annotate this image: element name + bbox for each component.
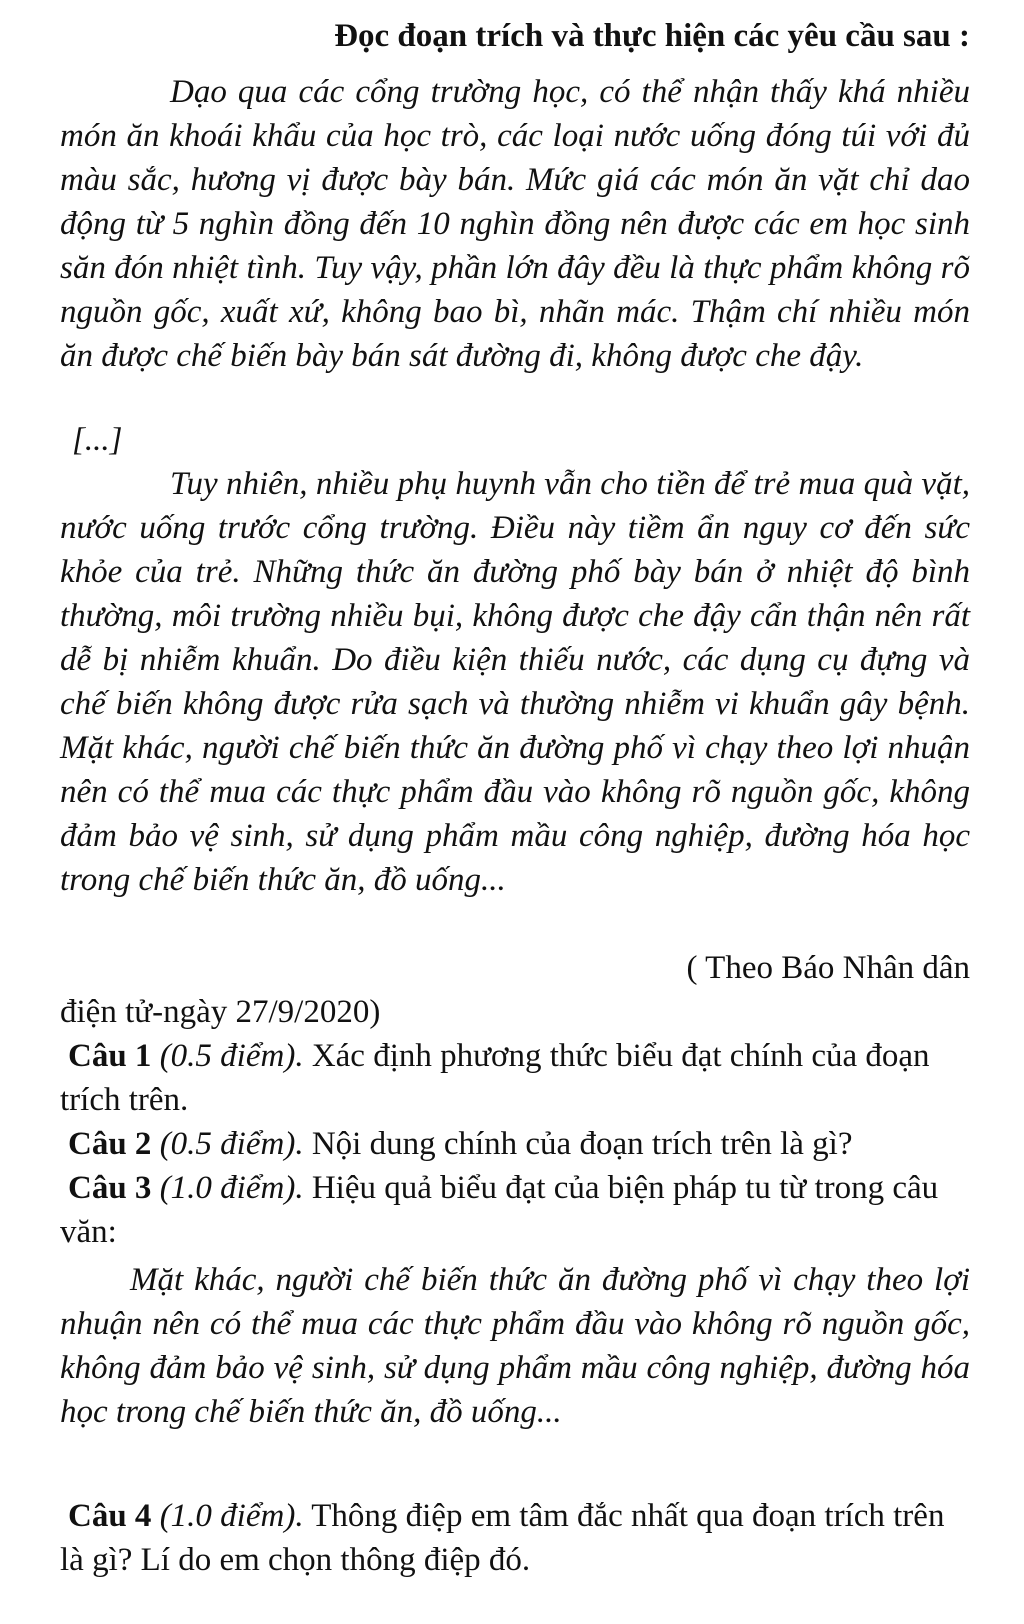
question-points: (0.5 điểm).: [159, 1038, 304, 1074]
questions-section: [60, 1034, 970, 1254]
omission-mark: [...]: [72, 422, 123, 458]
question-text: Hiệu quả biểu đạt của biện pháp tu từ trong câu văn:: [60, 1170, 939, 1250]
question-1: [60, 1034, 970, 1122]
question-label: Câu 1: [68, 1038, 152, 1074]
question-label: Câu 4: [68, 1498, 152, 1534]
source-citation-line-1: ( Theo Báo Nhân dân: [686, 950, 970, 986]
passage-paragraph-2: Tuy nhiên, nhiều phụ huynh vẫn cho tiền để trẻ mua quà vặt, nước uống trước cổng trường. Điều này tiềm ẩn nguy cơ đến sức khỏe của trẻ. Những thức ăn đường phố bày bán ở nhiệt độ bình thường, môi trường nhiều bụi, không được che đậy cẩn thận nên rất dễ bị nhiễm khuẩn. Do điều kiện thiếu nước, các dụng cụ đựng và chế biến không được rửa sạch và thường nhiễm vi khuẩn gây bệnh. Mặt khác, người chế biến thức ăn đường phố vì chạy theo lợi nhuận nên có thể mua các thực phẩm đầu vào không rõ nguồn gốc, không đảm bảo vệ sinh, sử dụng phẩm mầu công nghiệp, đường hóa học trong chế biến thức ăn, đồ uống...: [60, 466, 970, 898]
question-2: [60, 1122, 970, 1166]
question-points: (1.0 điểm).: [159, 1498, 304, 1534]
question-points: (0.5 điểm).: [159, 1126, 304, 1162]
question-4: [60, 1494, 970, 1582]
question-3: [60, 1166, 970, 1254]
question-text: Nội dung chính của đoạn trích trên là gì?: [311, 1126, 853, 1162]
question-label: Câu 3: [68, 1170, 152, 1206]
quoted-sentence: Mặt khác, người chế biến thức ăn đường phố vì chạy theo lợi nhuận nên có thể mua các thực phẩm đầu vào không rõ nguồn gốc, không đảm bảo vệ sinh, sử dụng phẩm mầu công nghiệp, đường hóa học trong chế biến thức ăn, đồ uống...: [60, 1262, 970, 1430]
source-citation-line-2: điện tử-ngày 27/9/2020): [60, 994, 381, 1030]
question-text: Thông điệp em tâm đắc nhất qua đoạn trích trên là gì? Lí do em chọn thông điệp đó.: [60, 1498, 945, 1578]
question-text: Xác định phương thức biểu đạt chính của đoạn trích trên.: [60, 1038, 930, 1118]
passage-paragraph-1: Dạo qua các cổng trường học, có thể nhận thấy khá nhiều món ăn khoái khẩu của học trò, các loại nước uống đóng túi với đủ màu sắc, hương vị được bày bán. Mức giá các món ăn vặt chỉ dao động từ 5 nghìn đồng đến 10 nghìn đồng nên được các em học sinh săn đón nhiệt tình. Tuy vậy, phần lớn đây đều là thực phẩm không rõ nguồn gốc, xuất xứ, không bao bì, nhãn mác. Thậm chí nhiều món ăn được chế biến bày bán sát đường đi, không được che đậy.: [60, 74, 970, 374]
question-points: (1.0 điểm).: [159, 1170, 304, 1206]
question-label: Câu 2: [68, 1126, 152, 1162]
questions-section-end: [60, 1494, 970, 1582]
instruction-heading: Đọc đoạn trích và thực hiện các yêu cầu sau :: [334, 18, 970, 54]
